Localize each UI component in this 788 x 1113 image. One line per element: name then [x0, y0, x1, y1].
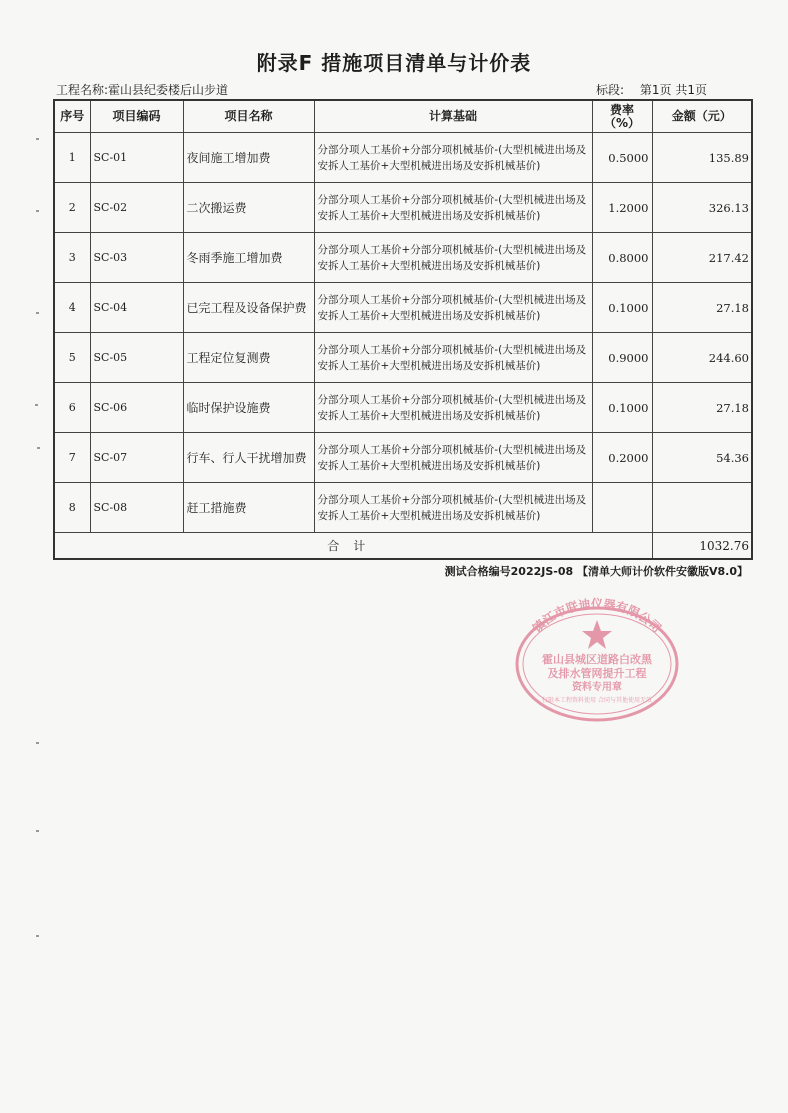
row-rate: 0.1000: [592, 383, 652, 433]
row-name: 赶工措施费: [183, 483, 314, 533]
document-title: 附录F 措施项目清单与计价表: [256, 51, 532, 75]
section-info: [596, 81, 707, 98]
project-label: 工程名称:: [56, 83, 109, 97]
row-rate: 0.9000: [592, 333, 652, 383]
total-amount: 1032.76: [652, 533, 752, 560]
row-amount: 326.13: [652, 183, 752, 233]
row-name: 临时保护设施费: [183, 383, 314, 433]
scan-speck: [37, 447, 40, 449]
row-code: SC-02: [90, 183, 183, 233]
row-basis: 分部分项人工基价+分部分项机械基价-(大型机械进出场及安拆人工基价+大型机械进出场及安拆机械基价): [314, 483, 592, 533]
seal-star-icon: [582, 620, 612, 649]
row-amount: 27.18: [652, 383, 752, 433]
row-no: 8: [54, 483, 90, 533]
table-row: [54, 133, 752, 183]
header-basis: 计算基础: [314, 100, 592, 133]
scan-speck: [36, 138, 39, 140]
seal-line-1: 霍山县城区道路白改黑: [542, 653, 652, 666]
table-header-row: [54, 100, 752, 133]
table-row: [54, 183, 752, 233]
row-code: SC-03: [90, 233, 183, 283]
header-no: 序号: [54, 100, 90, 133]
row-name: 二次搬运费: [183, 183, 314, 233]
row-rate: [592, 483, 652, 533]
table-row: [54, 483, 752, 533]
seal-line-4: 仅限本工程资料使用 合同与其他使用无效: [542, 697, 652, 704]
project-name: 霍山县纪委楼后山步道: [108, 83, 229, 97]
row-no: 7: [54, 433, 90, 483]
row-code: SC-06: [90, 383, 183, 433]
row-no: 4: [54, 283, 90, 333]
table-row: [54, 283, 752, 333]
row-name: 已完工程及设备保护费: [183, 283, 314, 333]
row-no: 5: [54, 333, 90, 383]
row-code: SC-08: [90, 483, 183, 533]
row-basis: 分部分项人工基价+分部分项机械基价-(大型机械进出场及安拆人工基价+大型机械进出场及安拆机械基价): [314, 333, 592, 383]
company-seal-stamp: [512, 590, 682, 725]
row-amount: 244.60: [652, 333, 752, 383]
row-rate: 0.5000: [592, 133, 652, 183]
scan-speck: [36, 830, 39, 832]
header-name: 项目名称: [183, 100, 314, 133]
total-label: 合计: [54, 533, 652, 560]
row-basis: 分部分项人工基价+分部分项机械基价-(大型机械进出场及安拆人工基价+大型机械进出场及安拆机械基价): [314, 383, 592, 433]
header-code: 项目编码: [90, 100, 183, 133]
row-amount: 54.36: [652, 433, 752, 483]
scan-speck: [35, 404, 38, 406]
row-basis: 分部分项人工基价+分部分项机械基价-(大型机械进出场及安拆人工基价+大型机械进出场及安拆机械基价): [314, 283, 592, 333]
table-row: [54, 383, 752, 433]
row-basis: 分部分项人工基价+分部分项机械基价-(大型机械进出场及安拆人工基价+大型机械进出场及安拆机械基价): [314, 233, 592, 283]
row-no: 3: [54, 233, 90, 283]
row-basis: 分部分项人工基价+分部分项机械基价-(大型机械进出场及安拆人工基价+大型机械进出场及安拆机械基价): [314, 433, 592, 483]
table-row: [54, 333, 752, 383]
row-rate: 0.2000: [592, 433, 652, 483]
row-name: 冬雨季施工增加费: [183, 233, 314, 283]
project-info: [56, 81, 228, 98]
row-name: 行车、行人干扰增加费: [183, 433, 314, 483]
row-amount: [652, 483, 752, 533]
header-rate: 费率（%）: [592, 100, 652, 133]
row-name: 工程定位复测费: [183, 333, 314, 383]
table-row: [54, 433, 752, 483]
row-rate: 0.8000: [592, 233, 652, 283]
row-code: SC-04: [90, 283, 183, 333]
seal-line-3: 资料专用章: [572, 682, 622, 693]
seal-ring-text: 镇江市联迪仪器有限公司: [530, 597, 664, 636]
row-basis: 分部分项人工基价+分部分项机械基价-(大型机械进出场及安拆人工基价+大型机械进出场及安拆机械基价): [314, 133, 592, 183]
section-label: 标段:: [596, 83, 625, 97]
measures-table: [53, 99, 753, 560]
row-code: SC-01: [90, 133, 183, 183]
row-amount: 217.42: [652, 233, 752, 283]
header-amount: 金额（元）: [652, 100, 752, 133]
row-no: 6: [54, 383, 90, 433]
row-code: SC-05: [90, 333, 183, 383]
scan-speck: [36, 210, 39, 212]
row-amount: 27.18: [652, 283, 752, 333]
software-footer: 测试合格编号2022JS-08 【清单大师计价软件安徽版V8.0】: [444, 565, 748, 578]
row-basis: 分部分项人工基价+分部分项机械基价-(大型机械进出场及安拆人工基价+大型机械进出场及安拆机械基价): [314, 183, 592, 233]
seal-line-2: 及排水管网提升工程: [547, 667, 647, 680]
row-rate: 1.2000: [592, 183, 652, 233]
row-name: 夜间施工增加费: [183, 133, 314, 183]
scan-speck: [36, 935, 39, 937]
row-rate: 0.1000: [592, 283, 652, 333]
row-no: 2: [54, 183, 90, 233]
page-indicator: 第1页 共1页: [639, 83, 707, 97]
row-code: SC-07: [90, 433, 183, 483]
row-amount: 135.89: [652, 133, 752, 183]
scan-speck: [36, 312, 39, 314]
scan-speck: [36, 742, 39, 744]
table-row: [54, 233, 752, 283]
row-no: 1: [54, 133, 90, 183]
total-row: [54, 533, 752, 560]
